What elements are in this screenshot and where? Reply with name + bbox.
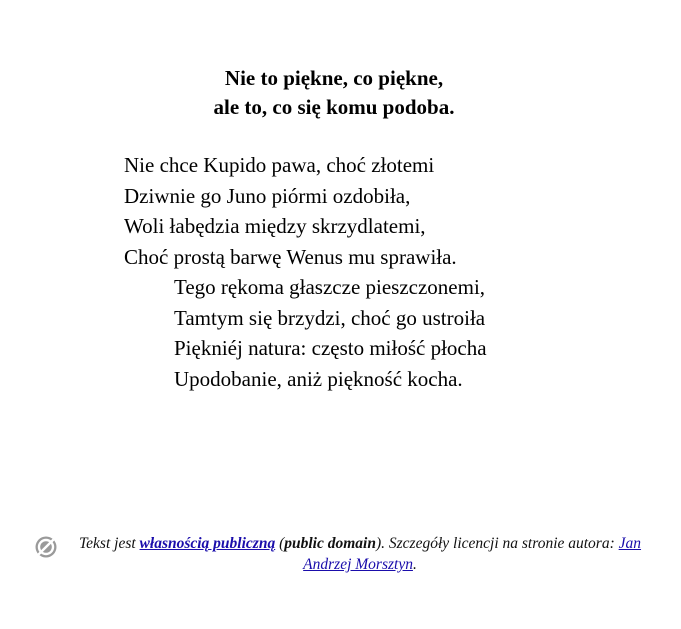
author-link[interactable]: Jan Andrzej Morsztyn	[303, 535, 642, 573]
public-domain-icon	[34, 535, 58, 559]
poem-title	[0, 64, 668, 122]
license-text-paren: (	[275, 535, 285, 552]
public-domain-label: public domain	[284, 535, 376, 552]
license-text-details: ). Szczegóły licencji na stronie autora:	[375, 535, 619, 552]
poem-line-4: Choć prostą barwę Wenus mu sprawiła.	[124, 244, 457, 269]
poem-line-8: Upodobanie, aniż piękność kocha.	[174, 366, 463, 391]
poem-line-2: Dziwnie go Juno piórmi ozdobiła,	[124, 183, 411, 208]
poem-body	[124, 150, 487, 394]
license-text	[74, 533, 646, 575]
poem-title-line-2: ale to, co się komu podoba.	[213, 95, 455, 119]
license-text-prefix: Tekst jest	[78, 535, 140, 552]
poem-line-6: Tamtym się brzydzi, choć go ustroiła	[174, 305, 486, 330]
poem-line-7: Piękniéj natura: często miłość płocha	[174, 336, 487, 360]
license-text-end: .	[412, 556, 417, 573]
poem-line-3: Woli łabędzia między skrzydlatemi,	[124, 214, 426, 238]
public-domain-link[interactable]: własnością publiczną	[139, 535, 276, 552]
poem-line-5: Tego rękoma głaszcze pieszczonemi,	[174, 275, 486, 299]
poem-line-1: Nie chce Kupido pawa, choć złotemi	[124, 153, 435, 177]
poem-title-line-1: Nie to piękne, co piękne,	[224, 66, 444, 90]
license-footer	[34, 533, 646, 575]
